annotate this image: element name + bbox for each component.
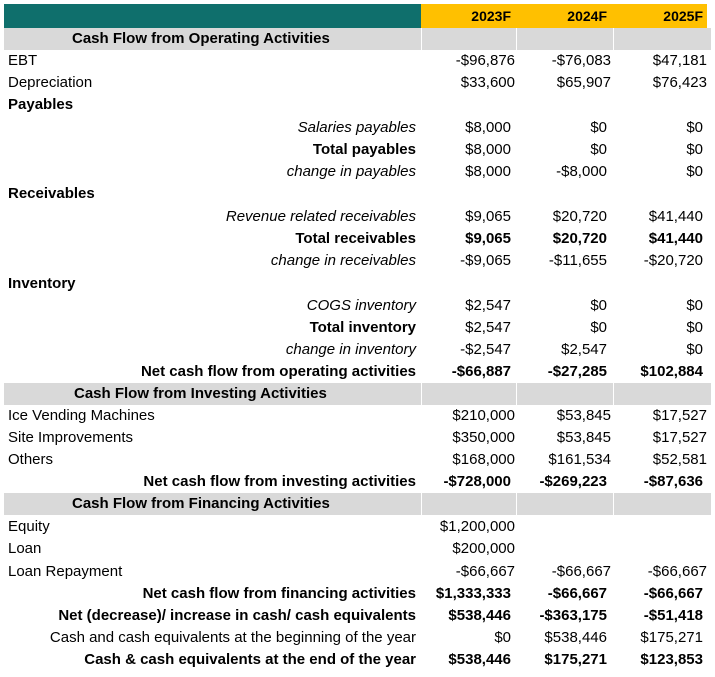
table-row xyxy=(4,272,711,295)
table-row xyxy=(4,94,711,116)
table-row: change in inventory -$2,547 $2,547 $0 xyxy=(4,339,711,361)
year-2023-header[interactable]: 2023F xyxy=(421,4,515,28)
beginning-cash-label: Cash and cash equivalents at the beginning of the year xyxy=(49,629,416,646)
net-operating-label: Net cash flow from operating activities xyxy=(140,363,416,380)
investing-section-header xyxy=(4,383,711,405)
table-row: Others $168,000 $161,534 $52,581 xyxy=(4,449,711,471)
table-row: COGS inventory $2,547 $0 $0 xyxy=(4,295,711,317)
operating-section-header xyxy=(4,28,711,50)
investing-section-title: Cash Flow from Investing Activities xyxy=(74,385,327,402)
financing-section-title: Cash Flow from Financing Activities xyxy=(72,495,330,512)
table-row: change in payables $8,000 -$8,000 $0 xyxy=(4,161,711,183)
table-row: Site Improvements $350,000 $53,845 $17,527 xyxy=(4,427,711,449)
table-row: Net cash flow from investing activities -$728,000 -$269,223 -$87,636 xyxy=(4,471,711,493)
table-row xyxy=(4,183,711,205)
net-financing-label: Net cash flow from financing activities xyxy=(142,585,416,602)
change-payables-label: change in payables xyxy=(286,163,416,180)
equity-label: Equity xyxy=(8,518,50,535)
table-row: Net cash flow from operating activities -$66,887 -$27,285 $102,884 xyxy=(4,361,711,383)
operating-section-title: Cash Flow from Operating Activities xyxy=(72,30,330,47)
header-title-cell[interactable] xyxy=(4,4,421,28)
table-row: Cash and cash equivalents at the beginning of the year $0 $538,446 $175,271 xyxy=(4,627,711,649)
total-payables-label: Total payables xyxy=(312,141,416,158)
total-inventory-label: Total inventory xyxy=(309,319,416,336)
change-inventory-label: change in inventory xyxy=(285,341,416,358)
table-row: Loan $200,000 xyxy=(4,538,711,560)
change-receivables-label: change in receivables xyxy=(270,252,416,269)
payables-heading: Payables xyxy=(8,96,74,113)
year-2025-header[interactable]: 2025F xyxy=(611,4,707,28)
table-row: EBT -$96,876 -$76,083 $47,181 xyxy=(4,50,711,72)
end-cash-label: Cash & cash equivalents at the end of the year xyxy=(84,651,416,668)
table-row: change in receivables -$9,065 -$11,655 -$20,720 xyxy=(4,250,711,272)
net-investing-label: Net cash flow from investing activities xyxy=(143,473,416,490)
year-2024-header[interactable]: 2024F xyxy=(515,4,611,28)
receivables-heading: Receivables xyxy=(8,185,95,202)
site-improvements-label: Site Improvements xyxy=(8,429,134,446)
table-row: Salaries payables $8,000 $0 $0 xyxy=(4,116,711,139)
ice-vending-label: Ice Vending Machines xyxy=(8,407,155,424)
cogs-inventory-label: COGS inventory xyxy=(306,297,416,314)
header-row xyxy=(4,4,711,28)
table-row: Total inventory $2,547 $0 $0 xyxy=(4,317,711,339)
net-change-label: Net (decrease)/ increase in cash/ cash equivalents xyxy=(58,607,416,624)
table-row: Depreciation $33,600 $65,907 $76,423 xyxy=(4,72,711,94)
loan-repayment-label: Loan Repayment xyxy=(8,563,123,580)
table-row: Total payables $8,000 $0 $0 xyxy=(4,139,711,161)
table-row: Loan Repayment -$66,667 -$66,667 -$66,667 xyxy=(4,560,711,583)
table-row: Ice Vending Machines $210,000 $53,845 $17,527 xyxy=(4,405,711,427)
loan-label: Loan xyxy=(8,540,42,557)
ebt-label: EBT xyxy=(8,52,38,69)
inventory-heading: Inventory xyxy=(8,275,76,292)
others-label: Others xyxy=(8,451,54,468)
table-row: Equity $1,200,000 xyxy=(4,515,711,538)
revenue-receivables-label: Revenue related receivables xyxy=(225,208,416,225)
depreciation-label: Depreciation xyxy=(8,74,93,91)
total-receivables-label: Total receivables xyxy=(295,230,416,247)
table-row: Cash & cash equivalents at the end of the year $538,446 $175,271 $123,853 xyxy=(4,649,711,671)
financing-section-header xyxy=(4,493,711,515)
table-row: Revenue related receivables $9,065 $20,720 $41,440 xyxy=(4,205,711,228)
table-row: Net cash flow from financing activities $1,333,333 -$66,667 -$66,667 xyxy=(4,583,711,605)
salaries-payables-label: Salaries payables xyxy=(297,119,416,136)
table-row: Total receivables $9,065 $20,720 $41,440 xyxy=(4,228,711,250)
table-row: Net (decrease)/ increase in cash/ cash equivalents $538,446 -$363,175 -$51,418 xyxy=(4,605,711,627)
